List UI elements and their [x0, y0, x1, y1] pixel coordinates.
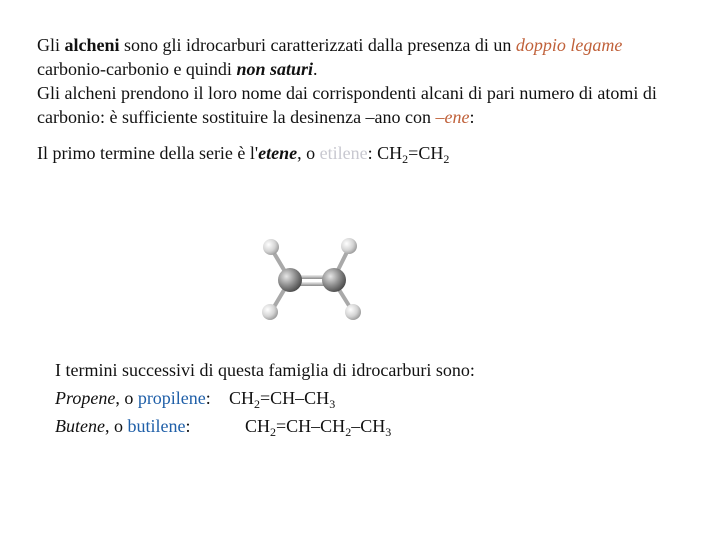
- intro-text: sono gli idrocarburi caratterizzati dalla presenza di un: [119, 35, 516, 55]
- series-heading-text: I termini successivi di questa famiglia di idrocarburi sono:: [55, 360, 475, 380]
- term-etilene: etilene: [319, 143, 368, 163]
- term-propilene: propilene: [137, 388, 206, 408]
- butene-name: Butene, o butilene:: [55, 416, 191, 436]
- intro-text: Gli alcheni prendono il loro nome dai corrispondenti alcani di pari numero di atomi di carbonio: è sufficiente sostituire la desinenza –ano con: [37, 83, 657, 127]
- hydrogen-atom: [341, 238, 357, 254]
- propene-row: [55, 384, 675, 412]
- propene-name: Propene, o propilene:: [55, 388, 211, 408]
- term-etene: etene: [258, 143, 298, 163]
- hydrogen-atom: [262, 304, 278, 320]
- butene-formula: $CH_2=CH-CH_2-CH_3$: [245, 416, 392, 439]
- carbon-atom: [278, 268, 302, 292]
- intro-paragraph: [37, 33, 677, 129]
- first-term-text: , o: [297, 143, 320, 163]
- term-alcheni: alcheni: [64, 35, 120, 55]
- term-propene: Propene: [55, 388, 116, 408]
- intro-text: :: [469, 107, 475, 127]
- hydrogen-atom: [345, 304, 361, 320]
- intro-text: carbonio-carbonio e quindi: [37, 59, 237, 79]
- successive-terms: [55, 356, 675, 440]
- first-term-line: [37, 141, 677, 165]
- butene-row: [55, 412, 675, 440]
- term-butene: Butene: [55, 416, 105, 436]
- series-heading: [55, 356, 675, 384]
- hydrogen-atom: [263, 239, 279, 255]
- intro-text: .: [312, 59, 318, 79]
- first-term-text: Il primo termine della serie è l': [37, 143, 259, 163]
- term-doppio-legame: doppio legame: [515, 35, 623, 55]
- term-ene-suffix: –ene: [435, 107, 470, 127]
- first-term-text: :: [367, 143, 378, 163]
- propene-formula: $CH_2=CH-CH_3$: [229, 388, 336, 411]
- term-butilene: butilene: [127, 416, 186, 436]
- term-non-saturi: non saturi: [236, 59, 313, 79]
- intro-text: Gli: [37, 35, 65, 55]
- ethene-molecule-image: [245, 228, 375, 328]
- carbon-atom: [322, 268, 346, 292]
- ethene-formula: $CH_2=CH_2$: [377, 143, 450, 166]
